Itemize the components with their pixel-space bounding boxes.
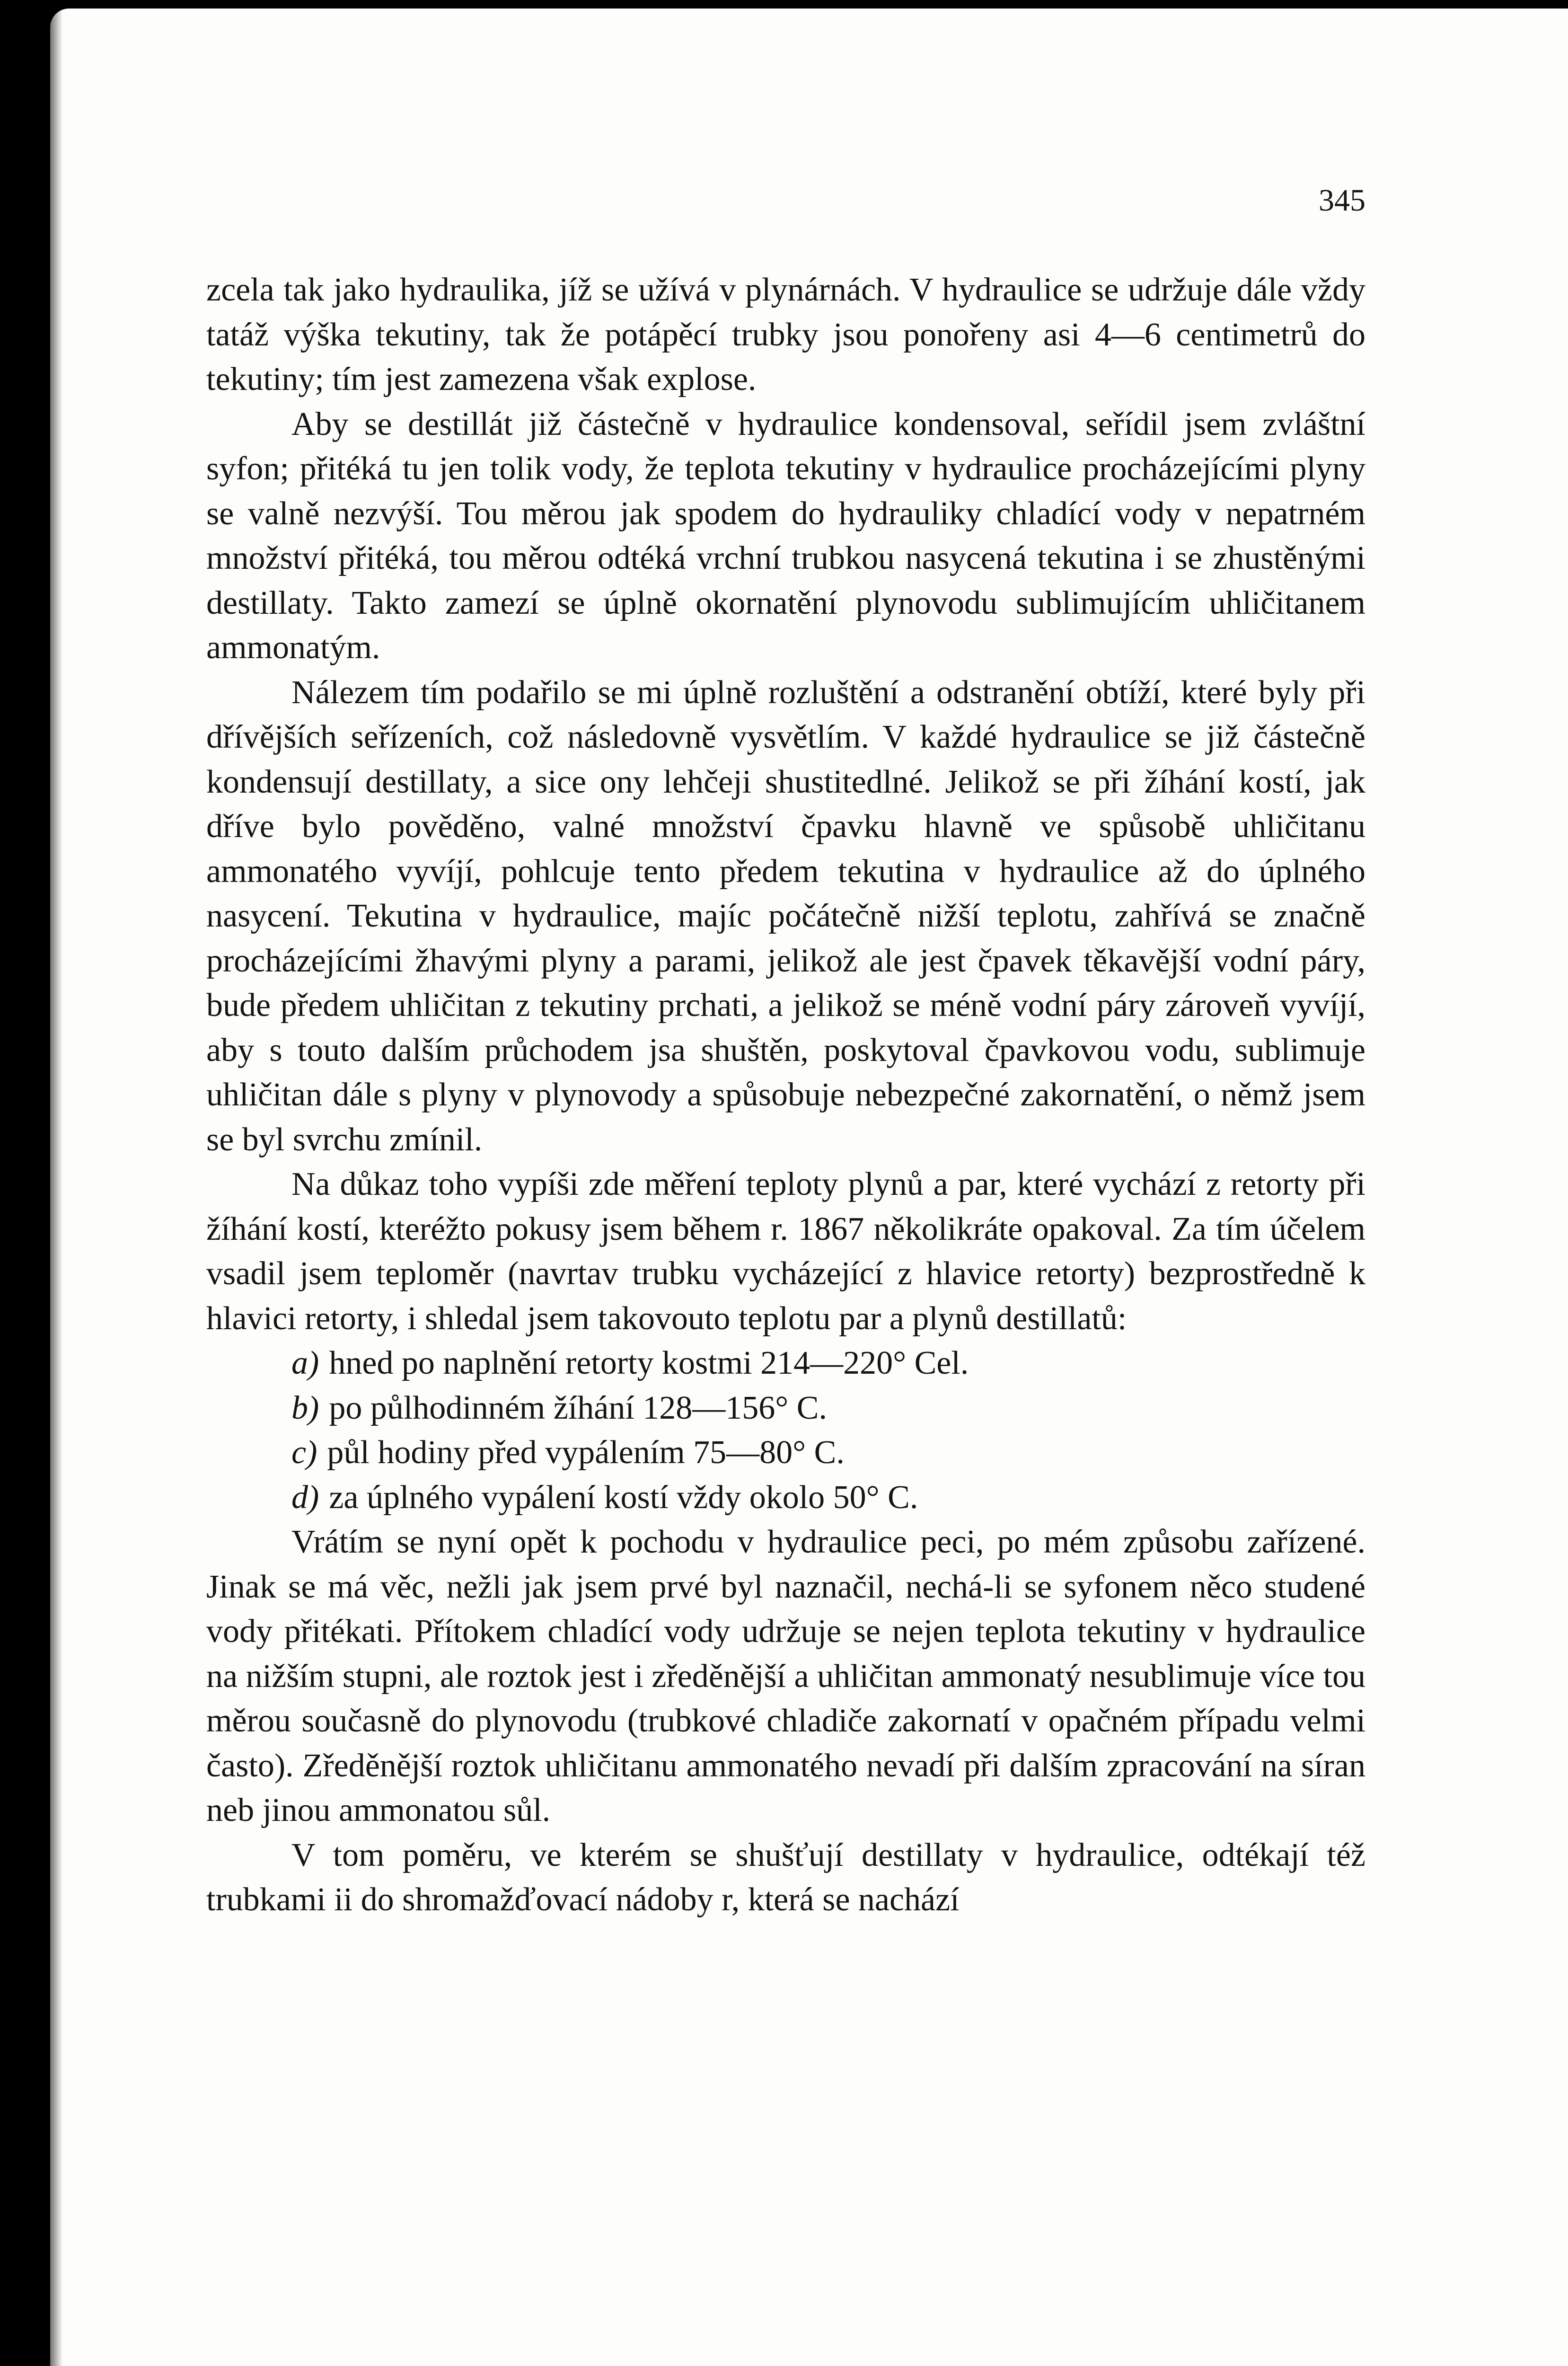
measurement-item: [206, 1341, 1365, 1386]
measurement-item: [206, 1475, 1365, 1520]
book-page: [50, 9, 1568, 2366]
page-edge-shadow: [50, 9, 62, 2366]
measurement-text: po půlhodinném žíhání 128—156° C.: [329, 1389, 827, 1426]
paragraph: Na důkaz toho vypíši zde měření teploty plynů a par, které vychází z retorty při žíhání kostí, kteréžto pokusy jsem během r. 1867 několikráte opakoval. Za tím účelem vsadil jsem teploměr (navrtav trubku vycházející z hlavice retorty) bezprostředně k hlavici retorty, i shledal jsem takovouto teplotu par a plynů destillatů:: [206, 1166, 1365, 1337]
paragraph: Vrátím se nyní opět k pochodu v hydraulice peci, po mém způsobu zařízené. Jinak se má věc, nežli jak jsem prvé byl naznačil, nechá-li se syfonem něco studené vody přitékati. Přítokem chladící vody udržuje se nejen teplota tekutiny v hydraulice na nižším stupni, ale roztok jest i zředěnější a uhličitan ammonatý nesublimuje více tou měrou současně do plynovodu (trubkové chladiče zakornatí v opačném případu velmi často). Zředěnější roztok uhličitanu ammonatého nevadí při dalším zpracování na síran neb jinou ammonatou sůl.: [206, 1524, 1365, 1828]
paragraph: Aby se destillát již částečně v hydraulice kondensoval, seřídil jsem zvláštní syfon; přitéká tu jen tolik vody, že teplota tekutiny v hydraulice procházejícími plyny se valně nezvýší. Tou měrou jak spodem do hydrauliky chladící vody v nepatrném množství přitéká, tou měrou odtéká vrchní trubkou nasycená tekutina i se zhustěnými destillaty. Takto zamezí se úplně okornatění plynovodu sublimujícím uhličitanem ammonatým.: [206, 406, 1365, 666]
measurement-item: [206, 1430, 1365, 1475]
body-text: [206, 268, 1365, 1923]
measurement-label: a): [291, 1345, 319, 1381]
measurement-text: půl hodiny před vypálením 75—80° C.: [327, 1434, 845, 1471]
measurement-item: [206, 1386, 1365, 1431]
measurement-text: za úplného vypálení kostí vždy okolo 50° C.: [329, 1479, 918, 1516]
measurement-text: hned po naplnění retorty kostmi 214—220° Cel.: [329, 1345, 969, 1381]
paragraph: Nálezem tím podařilo se mi úplně rozluštění a odstranění obtíží, které byly při dřívějších seřízeních, což následovně vysvětlím. V každé hydraulice se již částečně kondensují destillaty, a sice ony lehčeji shustitedlné. Jelikož se při žíhání kostí, jak dříve bylo pověděno, valné množství čpavku hlavně ve spůsobě uhličitanu ammonatého vyvíjí, pohlcuje tento předem tekutina v hydraulice až do úplného nasycení. Tekutina v hydraulice, majíc počátečně nižší teplotu, zahřívá se značně procházejícími žhavými plyny a parami, jelikož ale jest čpavek těkavější vodní páry, bude předem uhličitan z tekutiny prchati, a jelikož se méně vodní páry zároveň vyvíjí, aby s touto dalším průchodem jsa shuštěn, poskytoval čpavkovou vodu, sublimuje uhličitan dále s plyny v plynovody a spůsobuje nebezpečné zakornatění, o němž jsem se byl svrchu zmínil.: [206, 674, 1365, 1158]
paragraph: zcela tak jako hydraulika, jíž se užívá v plynárnách. V hydraulice se udržuje dále vždy tatáž výška tekutiny, tak že potápěcí trubky jsou ponořeny asi 4—6 centimetrů do tekutiny; tím jest zamezena však explose.: [206, 272, 1365, 397]
page-number: 345: [1319, 183, 1365, 218]
measurement-label: c): [291, 1434, 317, 1471]
measurement-label: b): [291, 1389, 319, 1426]
measurement-label: d): [291, 1479, 319, 1516]
paragraph: V tom poměru, ve kterém se shušťují destillaty v hydraulice, odtékají též trubkami ii do shromažďovací nádoby r, která se nachází: [206, 1836, 1365, 1918]
